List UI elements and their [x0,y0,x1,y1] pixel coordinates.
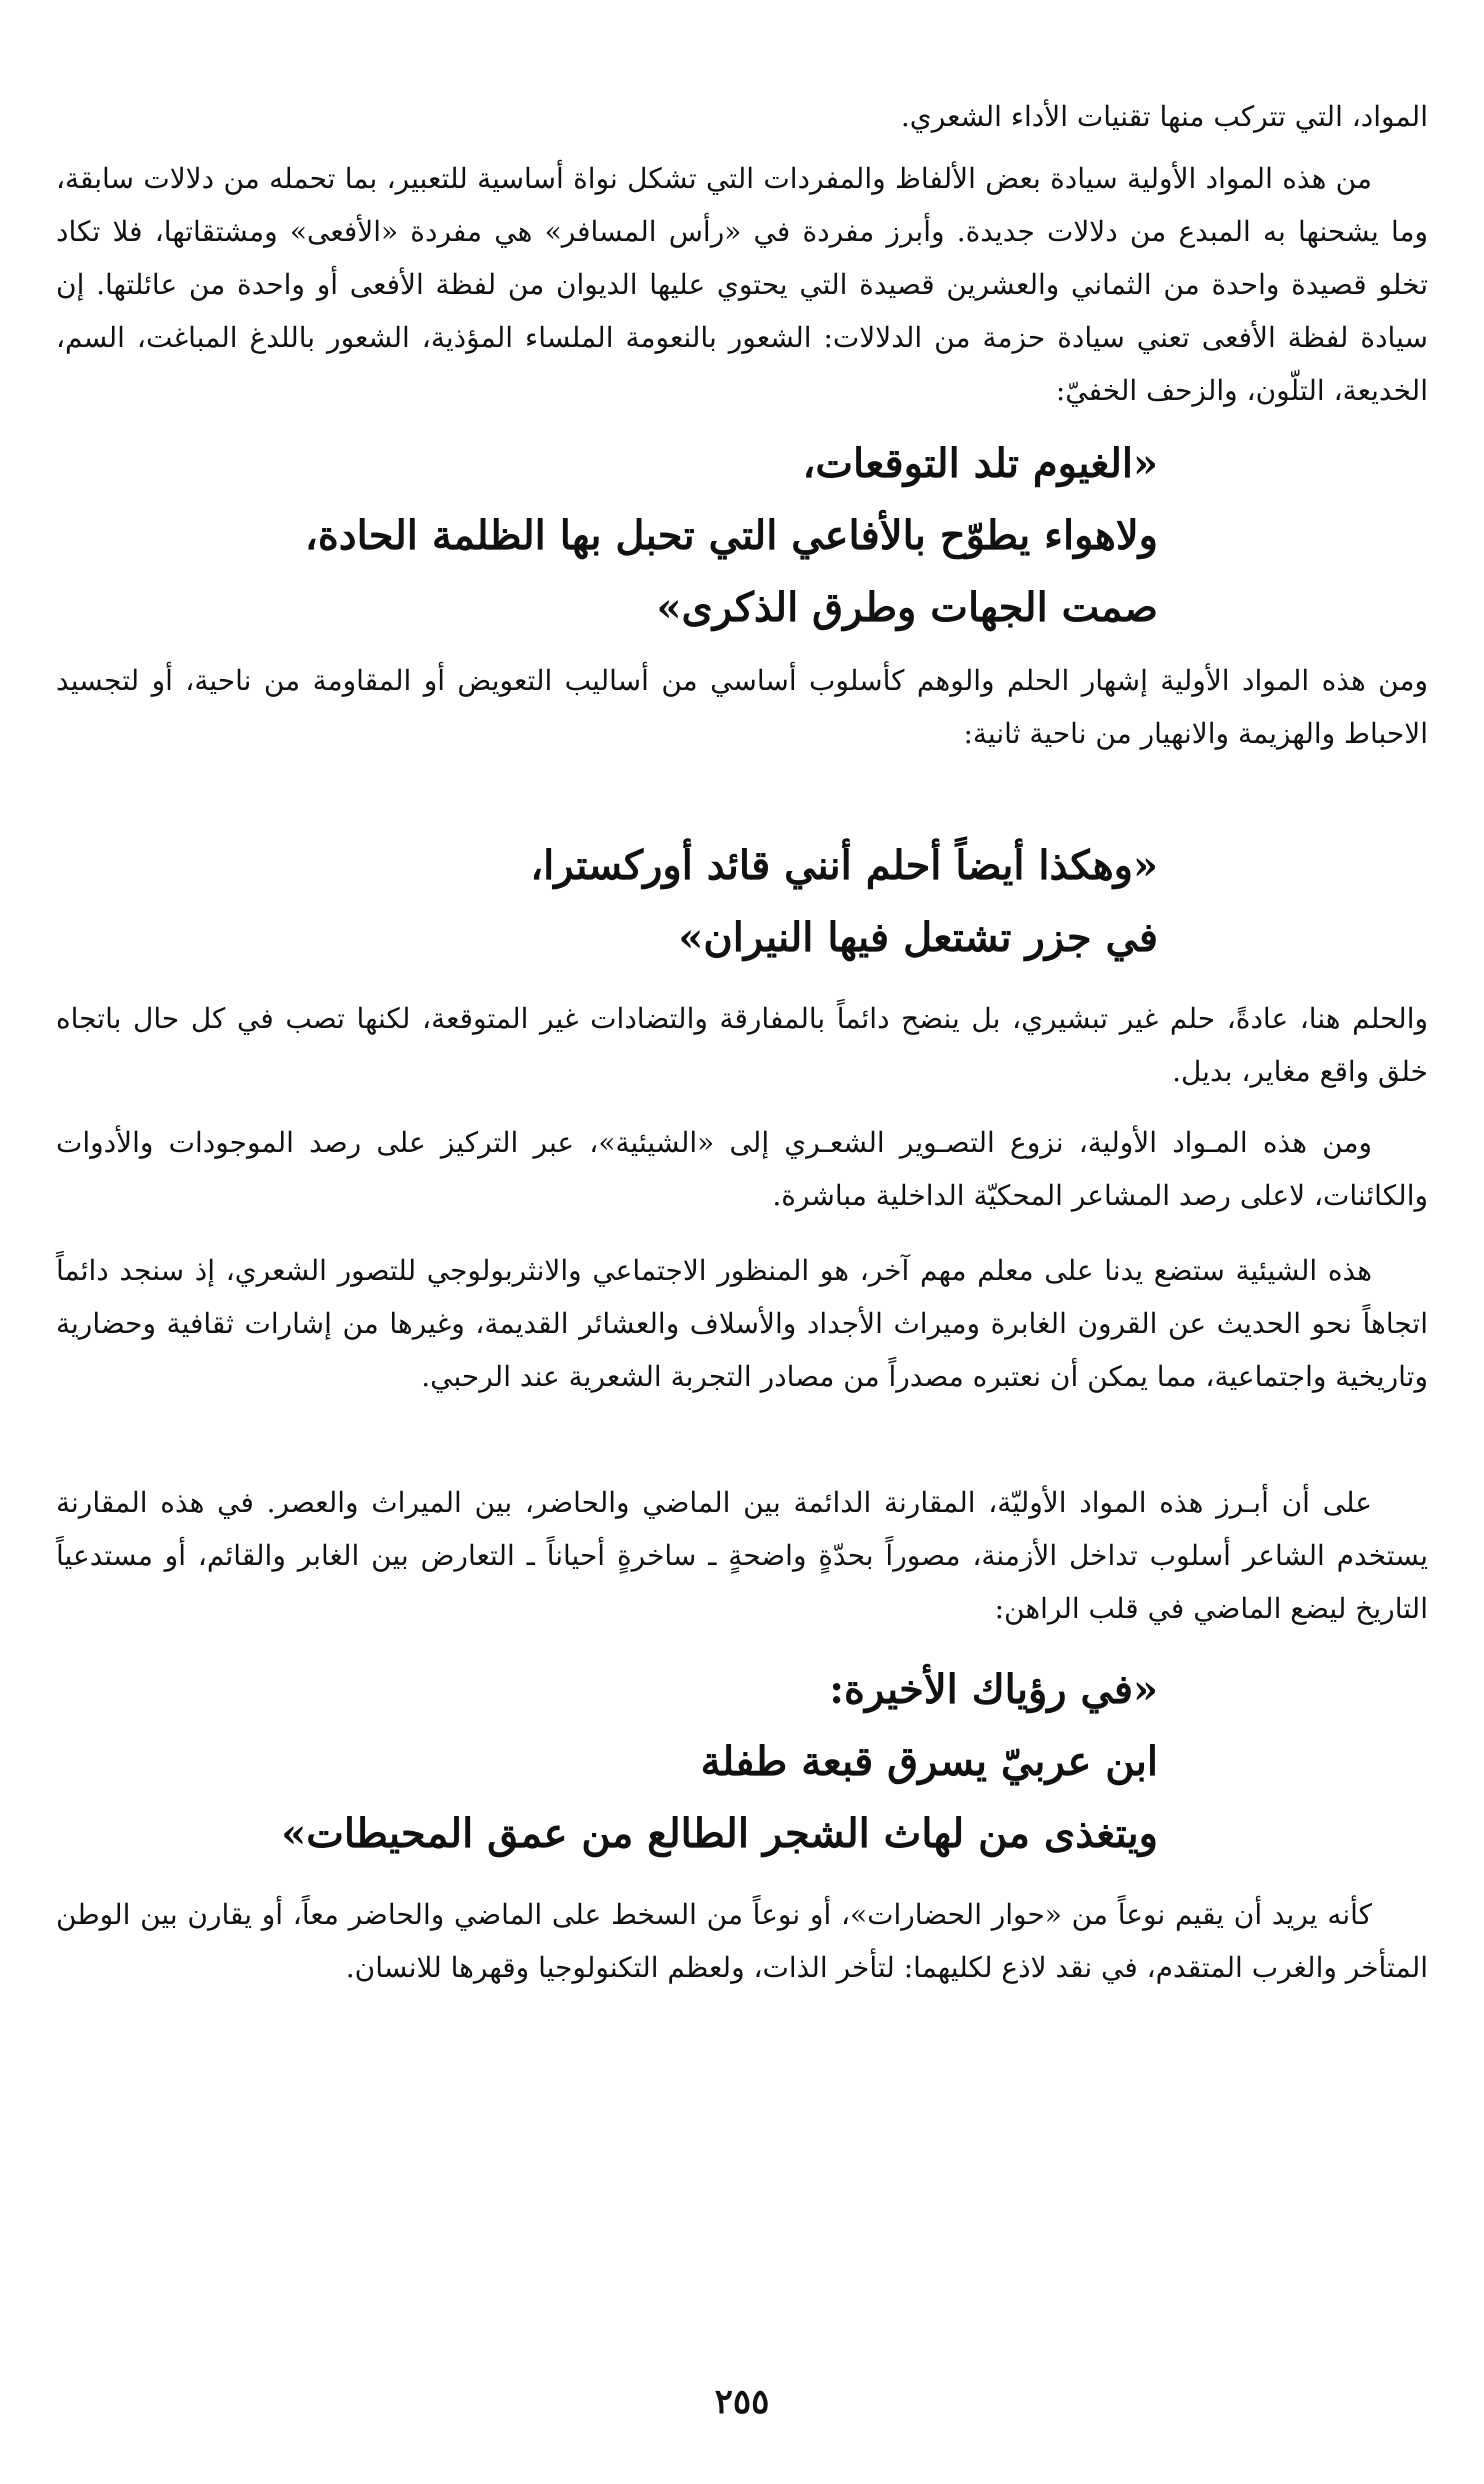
paragraph-thingness: ومن هذه المـواد الأولية، نزوع التصـوير الشعـري إلى «الشيئية»، عبر التركيز على رصد الموجودات والأدوات والكائنات، لاعلى رصد المشاعر المحكيّة الداخلية مباشرة. [56,1126,1428,1212]
paragraph-continuation: المواد، التي تتركب منها تقنيات الأداء الشعري. [900,100,1428,133]
poem-line: ولاهواء يطوّح بالأفاعي التي تحبل بها الظلمة الحادة، [304,512,1158,559]
poem-quote-2 [56,830,1158,992]
poem-line: ويتغذى من لهاث الشجر الطالع من عمق المحيطات» [281,1810,1158,1857]
paragraph-vocabulary: من هذه المواد الأولية سيادة بعض الألفاظ والمفردات التي تشكل نواة أساسية للتعبير، بما تحمله من دلالات سابقة، وما يشحنها به المبدع من دلالات جديدة. وأبرز مفردة في «رأس المسافر» هي مفردة «الأفعى» ومشتقاتها، فلا تكاد تخلو قصيدة واحدة من الثماني والعشرين قصيدة التي يحتوي عليها الديوان من لفظة الأفعى أو واحدة من عائلتها. إن سيادة لفظة الأفعى تعني سيادة حزمة من الدلالات: الشعور بالنعومة الملساء المؤذية، الشعور باللدغ المباغت، السم، الخديعة، التلّون، والزحف الخفيّ: [56,162,1428,407]
paragraph-civilizations: كأنه يريد أن يقيم نوعاً من «حوار الحضارات»، أو نوعاً من السخط على الماضي والحاضر معاً، أو يقارن بين الوطن المتأخر والغرب المتقدم، في نقد لاذع لكليهما: لتأخر الذات، ولعظم التكنولوجيا وقهرها للانسان. [56,1898,1428,1984]
poem-line: صمت الجهات وطرق الذكرى» [656,584,1158,631]
poem-line: «في رؤياك الأخيرة: [829,1666,1158,1713]
paragraph-comparison: على أن أبـرز هذه المواد الأوليّة، المقارنة الدائمة بين الماضي والحاضر، بين الميراث والعصر. في هذه المقارنة يستخدم الشاعر أسلوب تداخل الأزمنة، مصوراً بحدّةٍ واضحةٍ ـ ساخرةٍ أحياناً ـ التعارض بين الغابر والقائم، أو مستدعياً التاريخ ليضع الماضي في قلب الراهن: [56,1486,1428,1625]
paragraph-anthropology: هذه الشيئية ستضع يدنا على معلم مهم آخر، هو المنظور الاجتماعي والانثربولوجي للتصور الشعري، إذ سنجد دائماً اتجاهاً نحو الحديث عن القرون الغابرة وميراث الأجداد والأسلاف والعشائر القديمة، وغيرها من إشارات ثقافية وحضارية وتاريخية واجتماعية، مما يمكن أن نعتبره مصدراً من مصادر التجربة الشعرية عند الرحبي. [56,1254,1428,1393]
poem-line: في جزر تشتعل فيها النيران» [678,914,1158,961]
poem-quote-1 [56,428,1158,654]
paragraph-dream: ومن هذه المواد الأولية إشهار الحلم والوهم كأسلوب أساسي من أساليب التعويض أو المقاومة من ناحية، أو لتجسيد الاحباط والهزيمة والانهيار من ناحية ثانية: [56,664,1428,750]
page-number: ٢٥٥ [714,2382,770,2422]
poem-quote-3 [56,1654,1158,1888]
poem-line: «وهكذا أيضاً أحلم أنني قائد أوركسترا، [530,842,1158,889]
poem-line: «الغيوم تلد التوقعات، [802,440,1158,487]
paragraph-dream-note: والحلم هنا، عادةً، حلم غير تبشيري، بل ينضح دائماً بالمفارقة والتضادات غير المتوقعة، لكنها تصب في كل حال باتجاه خلق واقع مغاير، بديل. [56,1002,1428,1088]
poem-line: ابن عربيّ يسرق قبعة طفلة [700,1738,1158,1785]
